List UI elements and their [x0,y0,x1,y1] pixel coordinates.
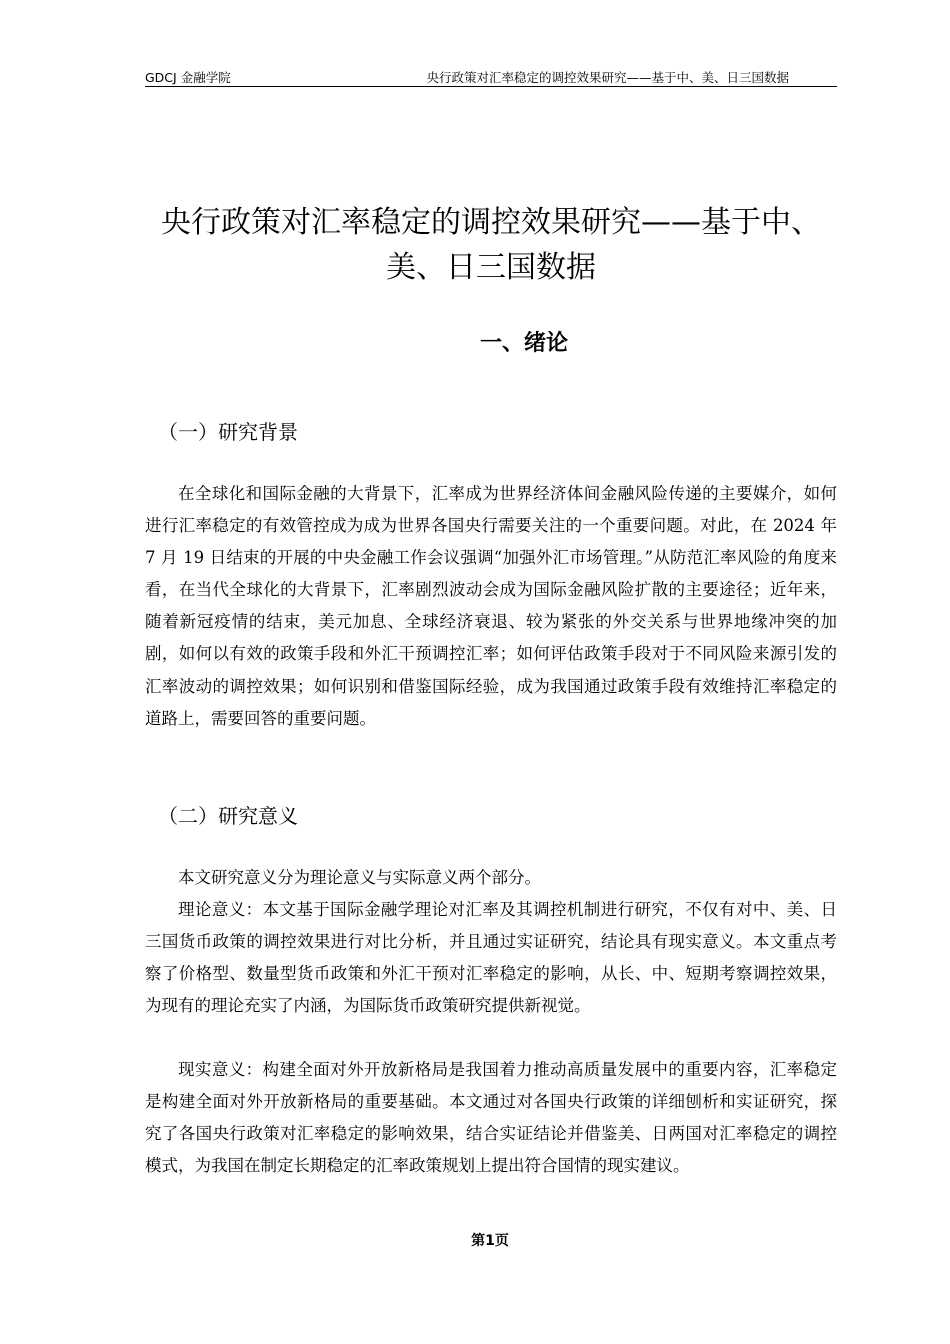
paper-title: 央行政策对汇率稳定的调控效果研究——基于中、美、日三国数据 [161,205,821,285]
running-header [145,66,837,87]
chapter-heading: 一、绪论 [479,331,568,356]
theoretical-significance-paragraph: 理论意义：本文基于国际金融学理论对汇率及其调控机制进行研究，不仅有对中、美、日三国货币政策的调控效果进行对比分析，并且通过实证研究，结论具有现实意义。本文重点考察了价格型、数量型货币政策和外汇干预对汇率稳定的影响，从长、中、短期考察调控效果，为现有的理论充实了内涵，为国际货币政策研究提供新视觉。 [145,900,837,1016]
background-paragraph: 在全球化和国际金融的大背景下，汇率成为世界经济体间金融风险传递的主要媒介，如何进行汇率稳定的有效管控成为成为世界各国央行需要关注的一个重要问题。对此，在 2024 年 7 月 19 日结束的开展的中央金融工作会议强调“加强外汇市场管理。”从防范汇率风险的角度来看，在当代全球化的大背景下，汇率剧烈波动会成为国际金融风险扩散的主要途径；近年来，随着新冠疫情的结束，美元加息、全球经济衰退、较为紧张的外交关系与世界地缘冲突的加剧，如何以有效的政策手段和外汇干预调控汇率；如何评估政策手段对于不同风险来源引发的汇率波动的调控效果；如何识别和借鉴国际经验，成为我国通过政策手段有效维持汇率稳定的道路上，需要回答的重要问题。 [145,484,837,728]
section-heading-significance: （二）研究意义 [158,804,298,828]
practical-significance-paragraph: 现实意义：构建全面对外开放新格局是我国着力推动高质量发展中的重要内容，汇率稳定是构建全面对外开放新格局的重要基础。本文通过对各国央行政策的详细刨析和实证研究，探究了各国央行政策对汇率稳定的影响效果，结合实证结论并借鉴美、日两国对汇率稳定的调控模式，为我国在制定长期稳定的汇率政策规划上提出符合国情的现实建议。 [145,1060,837,1176]
significance-intro-paragraph: 本文研究意义分为理论意义与实际意义两个部分。 [178,868,541,887]
page-number: 第1页 [471,1233,509,1249]
header-paper-title: 央行政策对汇率稳定的调控效果研究——基于中、美、日三国数据 [426,70,789,85]
header-institution: GDCJ 金融学院 [145,70,231,85]
section-heading-background: （一）研究背景 [158,420,298,444]
